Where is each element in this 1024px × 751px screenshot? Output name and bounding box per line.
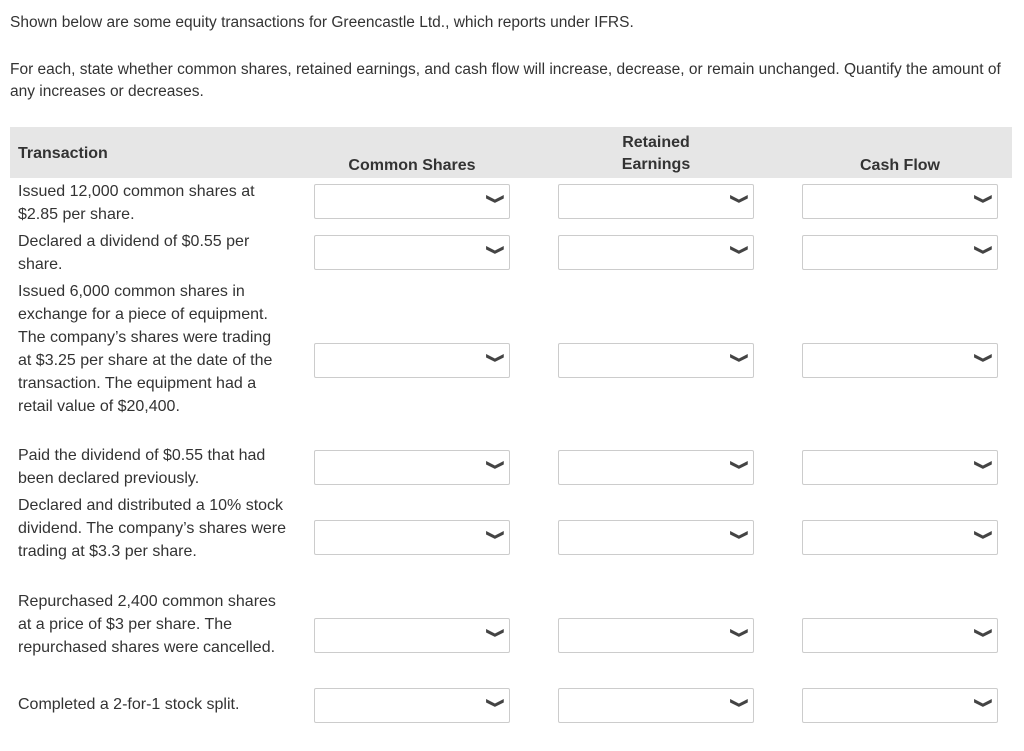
retained-earnings-select[interactable] <box>558 235 754 270</box>
chevron-down-icon: ❯ <box>730 697 750 709</box>
chevron-down-icon: ❯ <box>730 459 750 471</box>
common-shares-select[interactable] <box>314 520 510 555</box>
chevron-down-icon: ❯ <box>974 193 994 205</box>
chevron-down-icon: ❯ <box>730 627 750 639</box>
cash-flow-select[interactable] <box>802 688 998 723</box>
chevron-down-icon: ❯ <box>730 529 750 541</box>
chevron-down-icon: ❯ <box>486 193 506 205</box>
common-shares-select[interactable] <box>314 184 510 219</box>
chevron-down-icon: ❯ <box>730 244 750 256</box>
header-cash-flow: Cash Flow <box>859 157 940 174</box>
chevron-down-icon: ❯ <box>486 697 506 709</box>
transaction-text: Issued 12,000 common shares at $2.85 per share. <box>18 183 255 223</box>
transaction-text: Declared and distributed a 10% stock dividend. The company’s shares were trading at $3.3 per share. <box>18 497 286 560</box>
chevron-down-icon: ❯ <box>974 627 994 639</box>
cash-flow-select[interactable] <box>802 450 998 485</box>
transaction-text: Paid the dividend of $0.55 that had been declared previously. <box>18 447 266 487</box>
header-retained-earnings: Retained Earnings <box>621 134 691 173</box>
chevron-down-icon: ❯ <box>486 459 506 471</box>
chevron-down-icon: ❯ <box>486 627 506 639</box>
cash-flow-select[interactable] <box>802 184 998 219</box>
retained-earnings-select[interactable] <box>558 343 754 378</box>
transaction-text: Declared a dividend of $0.55 per share. <box>18 233 250 273</box>
common-shares-select[interactable] <box>314 343 510 378</box>
transaction-text: Completed a 2-for-1 stock split. <box>18 696 240 713</box>
retained-earnings-select[interactable] <box>558 450 754 485</box>
header-common-shares: Common Shares <box>348 157 476 174</box>
common-shares-select[interactable] <box>314 618 510 653</box>
header-transaction: Transaction <box>18 145 108 162</box>
common-shares-select[interactable] <box>314 450 510 485</box>
transaction-text: Issued 6,000 common shares in exchange for a piece of equipment. The company’s shares were trading at $3.25 per share at the date of the transaction. The equipment had a retail value of $20,400. <box>18 283 273 415</box>
retained-earnings-select[interactable] <box>558 184 754 219</box>
chevron-down-icon: ❯ <box>486 352 506 364</box>
cash-flow-select[interactable] <box>802 618 998 653</box>
retained-earnings-select[interactable] <box>558 618 754 653</box>
chevron-down-icon: ❯ <box>974 459 994 471</box>
common-shares-select[interactable] <box>314 688 510 723</box>
cash-flow-select[interactable] <box>802 235 998 270</box>
chevron-down-icon: ❯ <box>974 352 994 364</box>
cash-flow-select[interactable] <box>802 520 998 555</box>
instructions-text: For each, state whether common shares, retained earnings, and cash flow will increase, decrease, or remain unchanged. Quantify the amount of any increases or decreases. <box>10 61 1001 100</box>
transaction-text: Repurchased 2,400 common shares at a price of $3 per share. The repurchased shares were cancelled. <box>18 593 276 656</box>
chevron-down-icon: ❯ <box>486 529 506 541</box>
cash-flow-select[interactable] <box>802 343 998 378</box>
chevron-down-icon: ❯ <box>974 529 994 541</box>
intro-text: Shown below are some equity transactions for Greencastle Ltd., which reports under IFRS. <box>10 14 634 31</box>
common-shares-select[interactable] <box>314 235 510 270</box>
chevron-down-icon: ❯ <box>974 244 994 256</box>
retained-earnings-select[interactable] <box>558 520 754 555</box>
chevron-down-icon: ❯ <box>486 244 506 256</box>
chevron-down-icon: ❯ <box>730 193 750 205</box>
retained-earnings-select[interactable] <box>558 688 754 723</box>
chevron-down-icon: ❯ <box>974 697 994 709</box>
chevron-down-icon: ❯ <box>730 352 750 364</box>
